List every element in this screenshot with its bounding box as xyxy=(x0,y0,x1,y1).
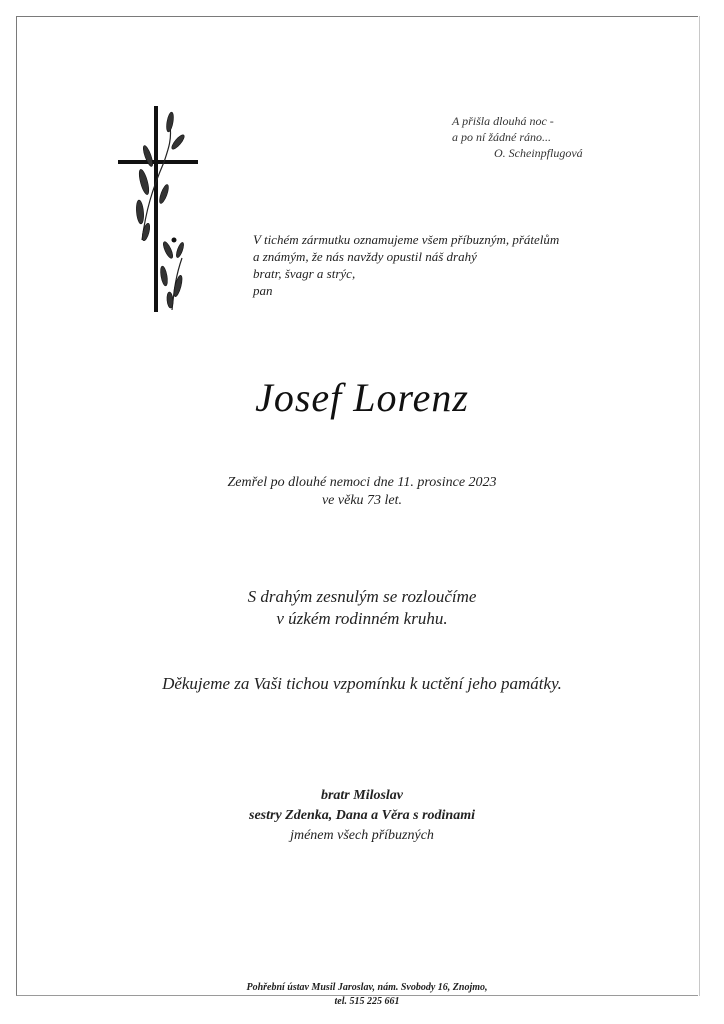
announcement-line-1: V tichém zármutku oznamujeme všem příbuzným, přátelům xyxy=(253,232,560,247)
farewell-line-1: S drahým zesnulým se rozloučíme xyxy=(247,587,477,606)
footer-line-1: Pohřební ústav Musil Jaroslav, nám. Svobody 16, Znojmo, xyxy=(246,982,488,993)
mourners-line-3: jménem všech příbuzných xyxy=(290,828,434,843)
farewell-text xyxy=(0,586,724,630)
death-info-line-1: Zemřel po dlouhé nemoci dne 11. prosince 2023 xyxy=(227,475,497,490)
epigraph-line-2: a po ní žádné ráno... xyxy=(452,130,551,144)
announcement-line-2: a známým, že nás navždy opustil náš drahý xyxy=(253,249,477,264)
announcement-line-4: pan xyxy=(253,283,273,298)
death-info xyxy=(0,474,724,510)
footer-line-2: tel. 515 225 661 xyxy=(334,996,400,1007)
epigraph-line-1: A přišla dlouhá noc - xyxy=(452,114,554,128)
mourners xyxy=(0,786,724,846)
deceased-name: Josef Lorenz xyxy=(255,375,469,420)
cross-with-leaves-icon xyxy=(112,100,204,316)
announcement xyxy=(253,231,653,299)
mourners-line-2: sestry Zdenka, Dana a Věra s rodinami xyxy=(249,808,475,823)
epigraph xyxy=(452,113,583,161)
announcement-line-3: bratr, švagr a strýc, xyxy=(253,266,356,281)
death-info-line-2: ve věku 73 let. xyxy=(321,493,403,508)
funeral-home-footer xyxy=(0,981,724,1009)
mourners-line-1: bratr Miloslav xyxy=(320,788,404,803)
farewell-line-2: v úzkém rodinném kruhu. xyxy=(276,609,448,628)
epigraph-author: O. Scheinpflugová xyxy=(494,146,583,160)
thanks-text: Děkujeme za Vaši tichou vzpomínku k uctění jeho památky. xyxy=(162,674,562,693)
